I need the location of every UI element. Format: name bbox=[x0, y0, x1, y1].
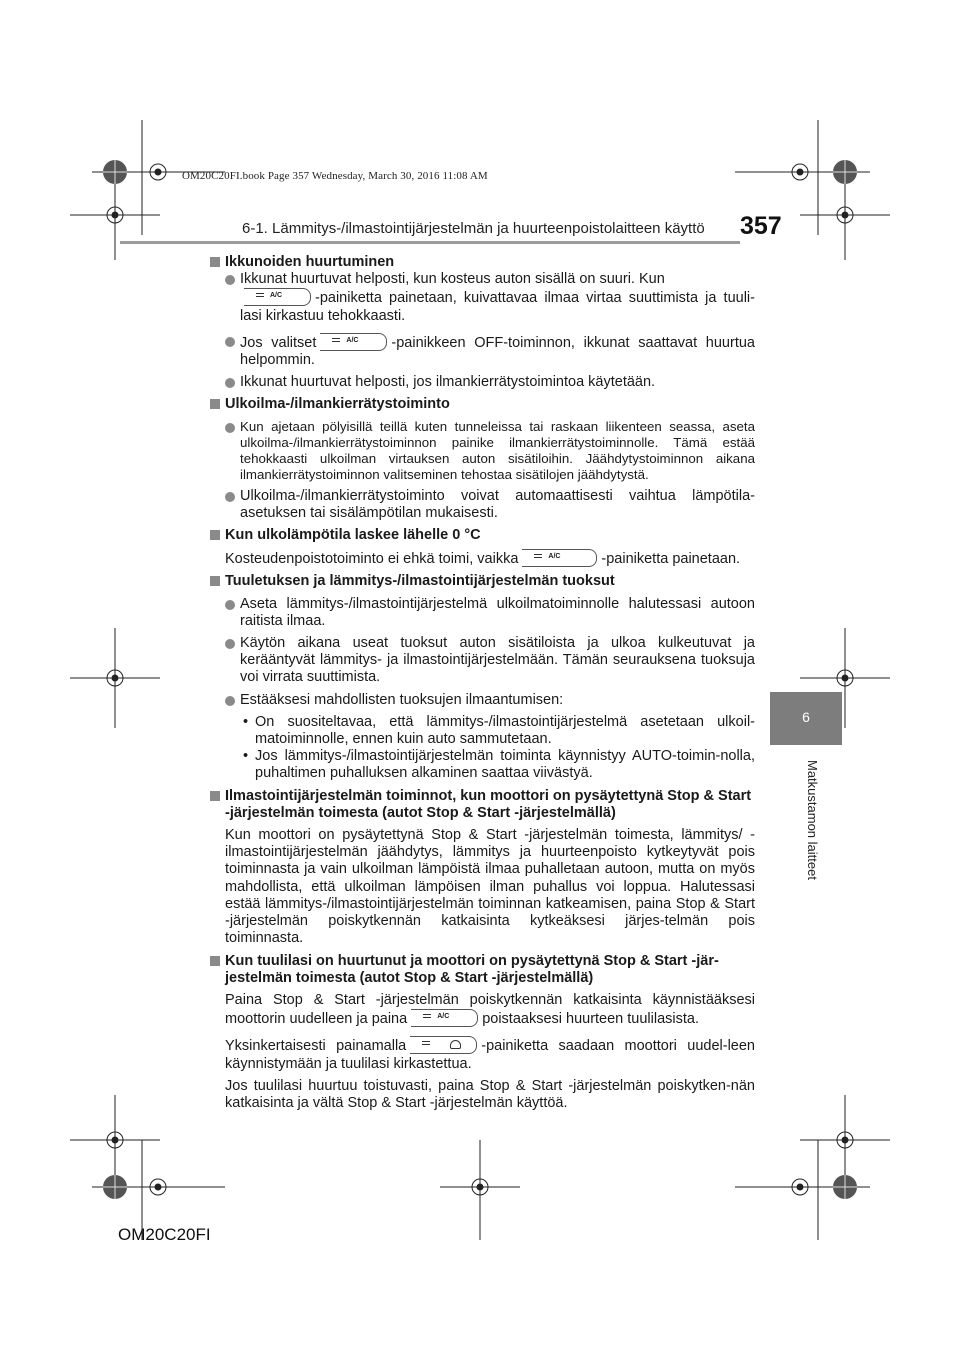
bullet-fogging-2: Jos valitset A/C -painikkeen OFF-toiminnon, ikkunat saattavat huurtua helpommin. bbox=[210, 333, 755, 369]
bullet-odors-2: Käytön aikana useat tuoksut auton sisätiloista ja ulkoa kulkeutuvat ja kerääntyvät lämmitys- ja ilmastointijärjestelmään. Tämän seurauksena tuoksuja voi virrata suuttimista. bbox=[210, 635, 755, 687]
heading-recirculation: Ulkoilma-/ilmankierrätystoiminto bbox=[210, 396, 755, 413]
chapter-number: 6 bbox=[802, 709, 810, 725]
ac-button-icon: A/C bbox=[244, 288, 311, 306]
bullet-fogging-3: Ikkunat huurtuvat helposti, jos ilmankierrätystoimintoa käytetään. bbox=[210, 374, 755, 391]
heading-cold-weather: Kun ulkolämpötila laskee lähelle 0 °C bbox=[210, 527, 755, 544]
ac-button-icon: A/C bbox=[411, 1009, 478, 1027]
book-info-line: OM20C20FI.book Page 357 Wednesday, March 30, 2016 11:08 AM bbox=[182, 170, 488, 182]
bullet-odors-3: Estääksesi mahdollisten tuoksujen ilmaantumisen: bbox=[210, 692, 755, 709]
bullet-recirculation-2: Ulkoilma-/ilmankierrätystoiminto voivat automaattisesti vaihtua lämpötila-asetuksen tai sisälämpötilan mukaisesti. bbox=[210, 488, 755, 522]
bullet-recirculation-1: Kun ajetaan pölyisillä teillä kuten tunneleissa tai raskaan liikenteen seassa, aseta ulkoilma-/ilmankierrätystoiminnon painike ilmankierrätystoiminnolle. Tämä estää tehokkaasti ulkoilman virtauksen auton sisätiloihin. Jäähdytystoiminnon aikana ilmankierrätystoiminnon valitseminen tehostaa sisätilojen jäähdytystä. bbox=[210, 419, 755, 483]
ac-button-icon: A/C bbox=[522, 549, 597, 567]
chapter-tab bbox=[770, 692, 842, 745]
sub-bullet-odors-2: • Jos lämmitys-/ilmastointijärjestelmän toiminta käynnistyy AUTO-toimin-nolla, puhaltimen puhalluksen alkaminen saattaa viivästyä. bbox=[243, 748, 755, 782]
paragraph-cold-weather: Kosteudenpoistotoiminto ei ehkä toimi, vaikka A/C -painiketta painetaan. bbox=[225, 551, 741, 568]
windshield-defroster-button-icon bbox=[410, 1036, 477, 1054]
chapter-label: Matkustamon laitteet bbox=[805, 760, 820, 880]
heading-windshield: Kun tuulilasi on huurtunut ja moottori on pysäytettynä Stop & Start -jär-jestelmän toimesta (autot Stop & Start -järjestelmällä) bbox=[210, 953, 755, 987]
paragraph-stop-start: Kun moottori on pysäytettynä Stop & Start -järjestelmän toimesta, lämmitys/ -ilmastointijärjestelmän jäähdytys, lämmitys ja huurteenpoisto kytkeytyvät pois toiminnasta ja vain ulkoilman lämpöistä ilmaa puhalletaan autoon, mutta on myös mahdollista, että ulkoilman lämpöisen ilman puhallus voi loppua. Halutessasi estää lämmitys-/ilmastointijärjestelmän toiminnan katkeamisen, paina Stop & Start -järjestelmän poiskytkennän katkaisinta kytkeäksesi järjes-telmän pois toiminnasta. bbox=[225, 827, 755, 947]
bullet-odors-1: Aseta lämmitys-/ilmastointijärjestelmä ulkoilmatoiminnolle halutessasi autoon raitista ilmaa. bbox=[210, 596, 755, 630]
heading-stop-start: Ilmastointijärjestelmän toiminnot, kun moottori on pysäytettynä Stop & Start -järjestelmän toimesta (autot Stop & Start -järjestelmällä) bbox=[210, 788, 755, 822]
page-number: 357 bbox=[740, 212, 782, 240]
heading-odors: Tuuletuksen ja lämmitys-/ilmastointijärjestelmän tuoksut bbox=[210, 573, 755, 590]
paragraph-windshield-2: Yksinkertaisesti painamalla -painiketta saadaan moottori uudel-leen käynnistymään ja tuulilasi kirkastettua. bbox=[225, 1038, 755, 1072]
heading-fogging: Ikkunoiden huurtuminen bbox=[210, 254, 755, 271]
bullet-fogging-1: Ikkunat huurtuvat helposti, kun kosteus auton sisällä on suuri. Kun A/C -painiketta painetaan, kuivattavaa ilmaa virtaa suuttimista ja tuuli-lasi kirkastuu tehokkaasti. bbox=[210, 271, 755, 325]
footer-code: OM20C20FI bbox=[118, 1225, 211, 1244]
page-content bbox=[210, 254, 755, 1112]
section-title: 6-1. Lämmitys-/ilmastointijärjestelmän ja huurteenpoistolaitteen käyttö bbox=[242, 220, 705, 237]
paragraph-windshield-3: Jos tuulilasi huurtuu toistuvasti, paina Stop & Start -järjestelmän poiskytken-nän katkaisinta ja vältä Stop & Start -järjestelmän käyttöä. bbox=[225, 1077, 755, 1111]
ac-button-icon: A/C bbox=[320, 333, 387, 351]
sub-bullet-odors-1: • On suositeltavaa, että lämmitys-/ilmastointijärjestelmä asetetaan ulkoil-matoiminnolle, ennen kuin auto sammutetaan. bbox=[243, 713, 755, 748]
header-rule bbox=[120, 241, 740, 244]
paragraph-windshield-1: Paina Stop & Start -järjestelmän poiskytkennän katkaisinta käynnistääksesi moottorin uudelleen ja paina A/C poistaaksesi huurteen tuulilasista. bbox=[225, 991, 755, 1028]
